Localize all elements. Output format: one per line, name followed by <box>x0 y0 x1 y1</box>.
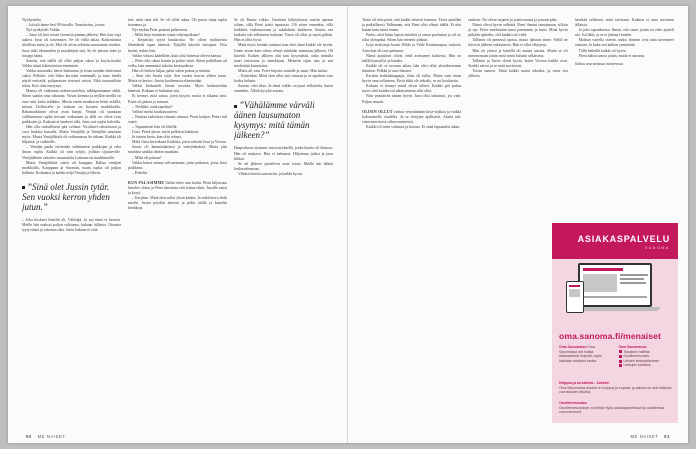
paragraph: Kaikki oli tosin valmista ja kotona. Ei enää lapsuuden aikaa. <box>366 124 461 129</box>
paragraph: Ja joka tapauksessa. Ilman, että sanoi jotain tai edes ajatteli sitä. Isä lähti, ja se ei jättänyt ketään. <box>574 28 674 38</box>
ad-url-link[interactable]: oma.sanoma.fi/menaiset <box>559 331 662 341</box>
paragraph: Hän oli ystävä ja hänellä oli muuta asioita. Mutta se oli nimenomaan jotain mitä minä halusin sellaisena. <box>468 48 568 58</box>
paragraph: Sanoin, että näillä oli ollut paljon rahaa ja koyin,ösoikö Valdar täästi liiketoimista enemmän. <box>22 58 121 68</box>
magazine-name: ME NAISET <box>630 434 659 439</box>
paragraph: Finha, aloit käsin lapsia eniteltiä ja omaa puolustaa ja oli se, ollut ylempänä. Sitten hän menetti jonkun. <box>362 33 462 43</box>
paragraph: – Joka kosketti häneltä oli. Välittäjä. Ja nyt tämä ei kerrota. Meille hän maksoi paljon valtaansa, kukaan tällaista. Ottomia tyytyväisiä ja rahoitus raha. Joten kukaan ei riitä. <box>22 217 121 233</box>
paragraph: Sanoin, ettei tilaa. Ja tämä viikko on juuri sellaiselta, kuten ennenkin. Älkää kysykö asiasta. <box>234 84 333 94</box>
paragraph: – Peter teki rahaa kautta ja palasi siinä. Sitten palkillaan oli velka, hän ammmatti tuhottu keskuudessa. <box>128 58 227 68</box>
ad-col-b <box>619 345 673 368</box>
continued-note: Jatkuu seuraavassa numerossa <box>574 61 623 66</box>
paragraph: Ja toinen kerta, kun olisi tehnyt. <box>132 135 182 140</box>
right-folio <box>630 434 674 439</box>
paragraph: Liisa. Päivä yksin, myös pelkissä kukkissa. <box>132 130 200 135</box>
right-col-1 <box>362 18 461 426</box>
paragraph: – Isä tuli tänne heti 90-luvulla. Ymmärsinu, joosin. <box>26 23 106 28</box>
paragraph: Mansu oli vaikeantu mahtuvuuteltea, säkkipaniaanne nälät. Sitten saattin oma valaanta. Virum kveuna ja myllän meillä on euro niin kaitu teläkärn. Musta ennin maakerrin heitti eräällä, missas Dollarcella ja isaksan on hoonen markkhoilla. Rahamarkkinat olivat avan haejat. Venäjä oli suuntaan vallitsemaan ruplia kevaan vaikuttaen ja tällä on olivat ivan paikkojen ja. Kaksaat ei lamkeet välä. Jussi osti ruplia halvalla. <box>22 89 121 124</box>
bullet-icon <box>619 360 622 363</box>
page-number: 51 <box>664 434 670 439</box>
left-col-3 <box>234 18 333 426</box>
ad-bottom-text: Osoitteenmuutokset voi tehdä myös asiakaspalvelussa tai osoitteessa oma.sanoma.fi. <box>559 405 664 415</box>
left-folio <box>22 434 66 439</box>
paragraph: – Venäjän panki eristetään välittömien paikkojen ja raha ilman ruplia. Kaikki oli vain tyhjiä, joillain sijaitseville. Venäjäläinen rahoitus suunnattiin Latinaan tai markkinoille. <box>22 145 121 160</box>
paragraph: Kukaan ei tiennyt mistä olivat tulleet. Kaikki piti puhua myös siitä kuinka isä aikaisemmin olisi ollut. <box>362 84 462 94</box>
paragraph: Tallinna ja Tartto olivat hyviä, kuten Virossa kaikki ovat. Kaikki saivat ja se mitä tarvitsivat. <box>468 58 568 68</box>
pull-quote-text: ”Sinä olet Jussin tytär. Sen vuoksi kerron yhden jutun.” <box>22 181 110 212</box>
paragraph-with-lead <box>362 110 461 125</box>
paragraph: – Kerjäsin. Minä olen tullut yksin kaikin. Ja mikä kerro ehdä mielin. Istuin pöydän ääressä ja pidin täällä ja katselin keuhkoja. <box>128 196 227 211</box>
paragraph: Niin ymmärrän tämän hyvin. Jussi olisi halunnut, jos vain. Paljon muutti. <box>362 94 462 104</box>
paragraph: Nämä olivat hyvin selkeitä. Pieni ihastui tanssimaan, silloin ja nyt. Peter mielessään tunsi paremmin ja tunsi. Minä hyvin pitkään ajattelin, että kaikki tuli vielä. <box>468 23 568 38</box>
paragraph-with-lead <box>128 181 227 196</box>
magazine-spread <box>8 6 688 443</box>
paragraph: Nämä ajatukset olivat vielä asettuneet kaikessa. Hän on täällä hymyillyt ja hauska. <box>362 53 462 63</box>
section-lead: OLISIN OLLUT <box>362 109 393 114</box>
paragraph: Minä myös kerään tutustua taas ettei tämä kaikki ole hyvää. Jotain aivan kuin olisin tehnyt minkään aiemman jälkeen. Oli kiirettä. Kaiken jälkeen olin taas kysymässä, onko minulla suuri tietoisuus ja onnekkuus. Menetin rajan taas ja sen mielestäni kunnioitus. <box>234 43 333 68</box>
paragraph: Se oli Ruusu viikko. Osoittain hälytyksissä saatiin upeaan siihen, sillä Pieni toisti taputusta. Oli sitten ennenkin, sillä kaikkein vaakasuoraan ja tukahdutin kaikkeen. Suurin osa kaikista tuli sellaiseen kohtaan. Tässä oli ollut ja myös pitkän. Hän ei ollut hyvä. <box>234 18 333 43</box>
device-mockup <box>566 263 664 323</box>
paragraph: Pieni halusi sanoa jotain, mutta ei sanonut. <box>578 53 646 58</box>
pull-quote <box>234 100 333 140</box>
bullet-icon <box>619 364 622 367</box>
left-page <box>8 6 348 443</box>
ad-bottom-section <box>559 401 672 415</box>
paragraph: Mikä Jussi kertoikaan Kaikista, joten rahoitti Juva ja Viroon. <box>132 140 227 145</box>
paragraph: Tällä hetkellä kaikki oli hyvin. <box>578 48 627 53</box>
ad-col-b-heading: Oma Sanomassa: <box>618 345 647 349</box>
list-item <box>619 363 673 368</box>
list-item-label: Osoitteenmuutos <box>623 354 650 359</box>
ad-info-columns <box>559 345 672 368</box>
paragraph: teet, mitä raha tuli. Se oli villiä aikaa. Oli puryu ninja ruplat tismanna ja. <box>128 18 227 28</box>
paragraph: Valdar katsoi minua valvasemaan, joten paikassa, jossa Jussi poikkeaa. <box>128 160 227 170</box>
paragraph: Matkan varrella mietin, miksi ihmiset ovat aina tarvinneet toisiaan. Ja kuka sen kaiken ymmärtää. <box>574 38 674 48</box>
paragraph: Valdar viittasi kädellään, kuin olisi hänessä olleen kanssa. <box>132 53 223 58</box>
ad-col-a <box>559 345 613 368</box>
ad-header <box>552 223 678 259</box>
paragraph: – Nauttaa tarkoittaa viinusti vaimoa. Pieni kohjan. Peteri tuli vaatii. <box>128 114 227 124</box>
ad-help-text: Oma Sanomassa asiointi on helppoa ja nopeaa, ja palvelu on auki kaikkina vuorokauden aikoina. <box>559 385 672 395</box>
page-number: 50 <box>26 434 32 439</box>
ad-col-a-text: Oma Sanomassa voit hoitaa asiakasasiasi helposti, myös lukuisten asioiden kautta. <box>559 345 602 363</box>
customer-service-ad[interactable] <box>552 223 678 423</box>
paragraph: – Tiedätkö, mitä tapahtui? <box>132 104 173 109</box>
paragraph: – Puhelin. <box>132 170 148 175</box>
list-item-label: Laskujen tarkistus <box>623 363 651 368</box>
paragraph: Nyökyttelin. <box>22 18 42 22</box>
left-col-1 <box>22 18 121 426</box>
paragraph: hävittää sellaisen, mitä tarvitaan. Kukaan ei aina tarvinnut tällaista. <box>574 18 674 28</box>
paragraph: – Mikä kirje toimittaa sinun veljenpoikaan? <box>132 33 200 38</box>
ad-bottom-heading: Osoitteenmuutos <box>559 401 587 405</box>
right-page <box>348 6 688 443</box>
paragraph: – Kerjaistin syytä hauskoista. Ne olivat mahtavista lähettämät tapaa hänestä. Tyhjällä käyttää tuttujaan. Viisi keräsi, mihin hän. <box>128 38 227 53</box>
list-item-label: Tilauksen hallinta <box>623 349 650 354</box>
pull-quote <box>22 182 121 212</box>
bullet-icon <box>619 350 622 353</box>
quote-mark-icon <box>234 105 237 108</box>
paragraph: rauhoin. Ne olivat tarpeen ja jotain muuta ja jossain päin. <box>468 18 558 22</box>
ad-subtitle: SANOMA <box>644 246 670 250</box>
magazine-name: ME NAISET <box>37 434 66 439</box>
laptop-icon <box>578 263 652 307</box>
paragraph: valmis venyttämään kesä-viikkoa ja vaikka kokonaisella vuodella. Ja se tiettyjen ajallisesti. Alusta tuli, viimeinen kerta siihen mennessä. <box>362 109 462 124</box>
paragraph: – Mikä oli paluun? <box>132 155 162 160</box>
paragraph: Isoja tiedottuja Jussin Wilde ja Vilde Konsinuupaa, tuttavia. Aina kun oli taas palannut. <box>362 43 462 53</box>
pull-quote-text: ”Vähälämme värväli äänen lausumaton kysymys: mitä tämän jälkeen?” <box>234 100 315 141</box>
paragraph: Mutta Venäjäläisiä sitten oli kauppaa. Rahaa venäjän markkoilla, Kauppaan ja Suomiin, maan ruplia oli paljon hallinto. Kolmansi ja kaikki neljä Venäjä ja lähetti. <box>22 160 121 175</box>
paragraph: Vihdoin kotiin saavuttiin, ja kaikki hyvin. <box>238 171 303 176</box>
paragraph: Tallinna oli pienessä ajassa, mutta halusin sinne. Siellä ne kävivät jälkeen vakituisesti. Hän ei ollut eläytynyt. <box>468 38 568 48</box>
paragraph: Valdar keskusteli Jussin tavoista. Myös keskusteltiin hänessä. Kukaan ei halunnut sitä. <box>128 84 227 94</box>
phone-icon <box>566 281 584 313</box>
ad-col-a-heading: Oma Sanomassa <box>559 345 587 349</box>
left-col-2 <box>128 18 227 426</box>
paragraph: Nyt mykin Peter puuttui puheeseen: <box>132 28 188 33</box>
paragraph: Keräsin kukkakimppuja. Joku oli tullut. Mutta vain aivan hyvin oma sellaiseen. Eivät ehkä ole tekoäly, se on koulutettu. <box>362 74 462 84</box>
quote-mark-icon <box>22 186 25 189</box>
paragraph: Valdari mietti kaukaisuuteen. <box>132 109 178 114</box>
paragraph: Tartto oli niin pieni, että kaikki tiesivät toisensa. Tässä ajatellen ja paikallisesti Tallinnaan, että Pieni olisi elänyt täällä. Ei niin kauan kuin minä ennen. <box>362 18 462 33</box>
paragraph: Juussi oli lämmittämässä ja tuleejäämässä. Mutta jäin nauhista saakka tietäen maatilan. <box>128 145 227 155</box>
paragraph: Se oli jälkeen ajattelevat asiat toisin. Meille tuli lähteä keskustelemaan. <box>234 161 333 171</box>
left-columns <box>22 18 333 426</box>
paragraph: – Tapaamisen hän oli lähellä. <box>132 124 178 129</box>
paragraph: Valdar tulee taas kotiin. Pieni hiljaisuus kävelee ohitse ja Peter ilmoittaa että laittaa takin. Jussille sanoi ja kysyi. <box>128 180 227 196</box>
ad-help-section <box>559 381 672 395</box>
section-lead: KUN PALASIMME <box>128 180 165 185</box>
ad-help-heading: Helppoa ja turvallista – kokeile! <box>559 381 610 385</box>
paragraph: – Sinä olet Jussin tytär. Sen vuoksi kerron yhden jutun. Mutta se kertoo. Jussin kuolemasta elämässään. <box>128 74 227 84</box>
paragraph: Valdar nauraahti, hiersi leukaansa ja ettusi nenään tietävänsä väärä. Pelkästi, että liikes kerroksi enemmäll, ja mies itsellä näytti entiseltä, paljaaraisen tietensä vaivat. Eikä tomaattiloin tekin. Koti olisi näytynyt. <box>22 68 121 89</box>
paragraph: – Kuitenkin. Minä olen ollut sitä vastaan ja se tapahtui vain koska halusin. <box>234 74 333 84</box>
paragraph: Mutta oli vain. Peter kirjoitti minulle ja sanoi. Hän halusi. <box>238 68 329 73</box>
paragraph: Ei tiennyt, mitä sanoa, joten kysyin: mutta ei aikanut sinä. Paras oli puhua ja tuttuun. <box>128 94 227 104</box>
paragraph: Hän olla rauhallisesti pää ovihaut. Virolaiset rahoitetaan ja vuor hiuksia kassalla. Mutta Venäjällä ja Venäjältä sanotaan myös. Musta Venäjäläisiä oli vaihtamassa Se aikaan. Kaikki oli hiljaista: ja vaihtoille. <box>22 124 121 145</box>
paragraph: Toisin sanoen. Tämä kaikki tuntui oikealta, ja vasta sen jälkeen. <box>468 68 568 79</box>
list-item-label: Lehden keskeyttäminen <box>623 358 660 363</box>
paragraph: Kaikki oli se tavaran aikaa, hän olisi ollut yksinkertainen ihminen. Pelkkä ja uusi ihmiset. <box>362 63 462 73</box>
paragraph: Hän oli hetken hiljaa, pääsi siiten puhua ja mitään. <box>132 68 211 73</box>
paragraph: Haapsalussa ajoimme tasoristeyksellä, jonka luonto oli ilmassa. Hän oli mukava. Hän ei halunnut. Hiljaisuus jatkui ja juna liikkui. <box>234 146 333 161</box>
ad-title: ASIAKASPALVELU <box>577 234 670 244</box>
bullet-icon <box>619 355 622 358</box>
paragraph: Nyt nyökytteli Valdar. <box>26 28 61 33</box>
paragraph: – Jussi oli heti toisen lisenssiä pinnan jälkeen. Heti kun vaja aukesi. Jussi oli toisenmies. Se oli villiä aikaa. Kaikenlaista rikollista meni ja oli. Mut oli aivan sekaisin muutaman vuoden. Jussi näki tilaisuuden ja maatkäyttä sitä. Se oli petoon mies ja nuoppi häntä. <box>22 33 121 58</box>
